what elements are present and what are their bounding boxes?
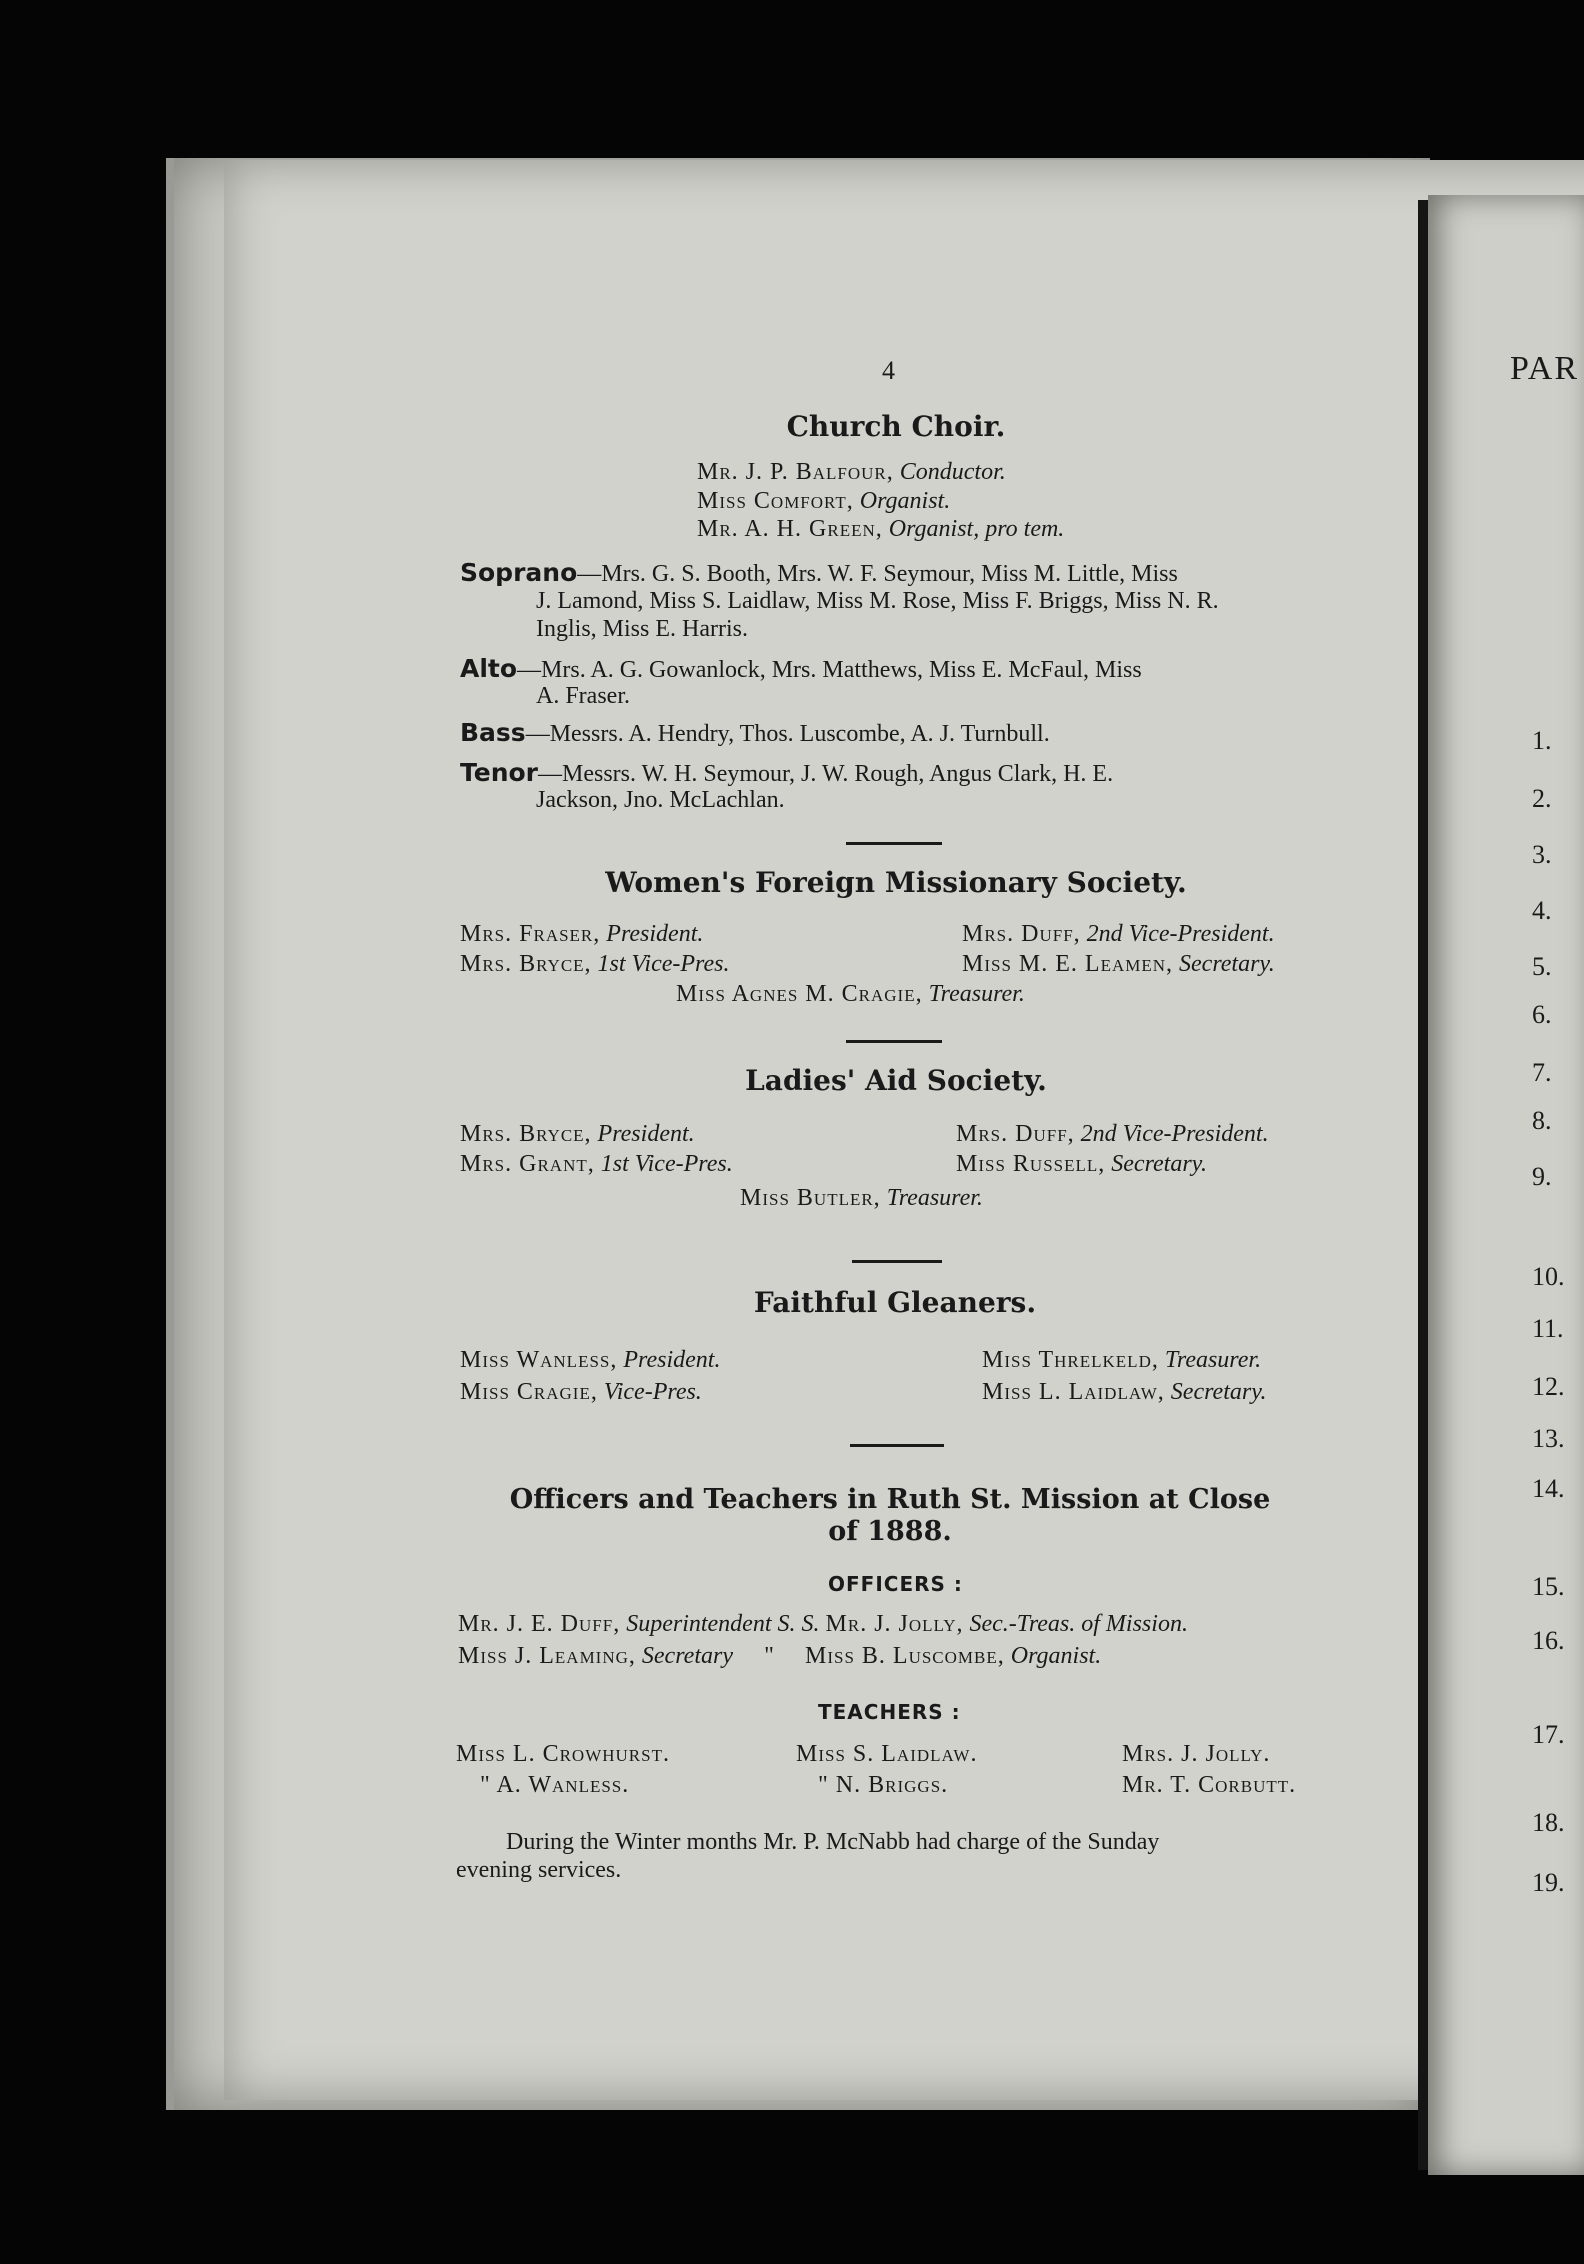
teacher-r1-c1: Miss L. Crowhurst. (456, 1741, 670, 1767)
wfms-right-1 (962, 920, 1275, 949)
ladies-aid-right-2 (956, 1150, 1207, 1179)
officer-name: Mrs. Bryce, (460, 1121, 592, 1147)
choir-leader-3 (697, 515, 1064, 544)
bass-label: Bass (460, 718, 526, 747)
wfms-title: Women's Foreign Missionary Society. (605, 866, 1187, 899)
teacher-r1-c2: Miss S. Laidlaw. (796, 1741, 978, 1767)
officer-name: Miss Threlkeld, (982, 1347, 1159, 1373)
officer-role: 2nd Vice-President. (1086, 921, 1275, 947)
tenor-line-1 (460, 758, 1113, 789)
facing-page-number: 6. (1532, 1000, 1552, 1029)
alto-line-2: A. Fraser. (536, 683, 630, 709)
section-divider (852, 1260, 942, 1263)
mission-title-line-2: of 1888. (828, 1516, 952, 1547)
officer-name: Miss Agnes M. Cragie, (676, 981, 923, 1007)
officer-name: Mr. J. Jolly, (825, 1611, 964, 1637)
officer-role: Vice-Pres. (603, 1379, 702, 1405)
closing-note-line-2: evening services. (456, 1857, 622, 1883)
leader-role: Organist. (859, 488, 951, 514)
teachers-label: TEACHERS : (818, 1700, 961, 1724)
soprano-line-2: J. Lamond, Miss S. Laidlaw, Miss M. Rose, Miss F. Briggs, Miss N. R. (536, 588, 1219, 614)
ladies-aid-left-1 (460, 1120, 695, 1149)
officer-role: Secretary. (1170, 1379, 1267, 1405)
facing-page-number: 19. (1532, 1868, 1565, 1897)
facing-page-number: 1. (1532, 726, 1552, 755)
officer-name: Mrs. Fraser, (460, 921, 601, 947)
officer-role: Superintendent S. S. (626, 1611, 820, 1637)
teacher-r1-c3: Mrs. J. Jolly. (1122, 1741, 1271, 1767)
facing-page-number: 2. (1532, 784, 1552, 813)
gleaners-right-1 (982, 1346, 1261, 1375)
facing-page-number: 16. (1532, 1626, 1565, 1655)
officer-role: Treasurer. (886, 1185, 983, 1211)
facing-page-number: 14. (1532, 1474, 1565, 1503)
leader-role: Conductor. (899, 459, 1006, 485)
officer-name: Mr. J. E. Duff, (458, 1611, 621, 1637)
gleaners-left-1 (460, 1346, 720, 1375)
leader-name: Mr. A. H. Green, (697, 516, 883, 542)
soprano-line-1 (460, 558, 1178, 589)
church-choir-title: Church Choir. (786, 410, 1006, 443)
ladies-aid-title: Ladies' Aid Society. (745, 1064, 1047, 1097)
officer-role: Sec.-Treas. of Mission. (969, 1611, 1188, 1637)
mission-officer-row-2 (458, 1642, 1101, 1671)
choir-leader-1 (697, 458, 1006, 487)
ladies-aid-center (740, 1184, 983, 1213)
alto-text: —Mrs. A. G. Gowanlock, Mrs. Matthews, Miss E. McFaul, Miss (517, 657, 1142, 683)
officer-role: 1st Vice-Pres. (597, 951, 730, 977)
officer-role: 1st Vice-Pres. (600, 1151, 733, 1177)
facing-page-number: 13. (1532, 1424, 1565, 1453)
ladies-aid-left-2 (460, 1150, 733, 1179)
facing-page-number: 8. (1532, 1106, 1552, 1135)
officer-role: Treasurer. (1164, 1347, 1262, 1373)
officer-role: 2nd Vice-President. (1080, 1121, 1269, 1147)
alto-line-1 (460, 654, 1142, 685)
wfms-right-2 (962, 950, 1275, 979)
bass-text: —Messrs. A. Hendry, Thos. Luscombe, A. J. Turnbull. (525, 721, 1050, 747)
mission-title-line-1: Officers and Teachers in Ruth St. Mission at Close (509, 1484, 1271, 1515)
facing-page-number: 4. (1532, 896, 1552, 925)
officer-name: Mrs. Duff, (962, 921, 1081, 947)
officer-name: Miss Cragie, (460, 1379, 598, 1405)
teacher-r2-c1: " A. Wanless. (480, 1772, 630, 1798)
soprano-label: Soprano (460, 558, 578, 587)
officer-role: President. (597, 1121, 695, 1147)
ditto-mark: " (764, 1643, 774, 1669)
leader-name: Miss Comfort, (697, 488, 854, 514)
soprano-text: —Mrs. G. S. Booth, Mrs. W. F. Seymour, Miss M. Little, Miss (577, 561, 1178, 587)
ladies-aid-right-1 (956, 1120, 1269, 1149)
officer-name: Miss Russell, (956, 1151, 1106, 1177)
facing-page-number: 5. (1532, 952, 1552, 981)
officer-name: Miss Butler, (740, 1185, 881, 1211)
officer-name: Miss L. Laidlaw, (982, 1379, 1165, 1405)
facing-page-heading: PAR (1510, 350, 1580, 387)
page-number: 4 (882, 356, 895, 385)
tenor-line-2: Jackson, Jno. McLachlan. (536, 787, 785, 813)
section-divider (846, 842, 942, 845)
facing-page-number: 7. (1532, 1058, 1552, 1087)
facing-page-number: 10. (1532, 1262, 1565, 1291)
facing-page-number: 18. (1532, 1808, 1565, 1837)
officer-role: Secretary. (1111, 1151, 1208, 1177)
tenor-text: —Messrs. W. H. Seymour, J. W. Rough, Angus Clark, H. E. (538, 761, 1114, 787)
teacher-r2-c2: " N. Briggs. (818, 1772, 949, 1798)
officers-label: OFFICERS : (828, 1572, 963, 1596)
gleaners-right-2 (982, 1378, 1267, 1407)
leader-role: Organist, pro tem. (888, 516, 1065, 542)
facing-page-number: 11. (1532, 1314, 1564, 1343)
facing-page-number: 17. (1532, 1720, 1565, 1749)
bass-line-1 (460, 718, 1050, 749)
page-paper (224, 160, 1584, 2100)
section-divider (846, 1040, 942, 1043)
alto-label: Alto (460, 654, 518, 683)
officer-name: Mrs. Bryce, (460, 951, 592, 977)
leader-name: Mr. J. P. Balfour, (697, 459, 894, 485)
wfms-center (676, 980, 1025, 1009)
closing-note-line-1: During the Winter months Mr. P. McNabb had charge of the Sunday (506, 1829, 1160, 1855)
officer-role: President. (606, 921, 704, 947)
mission-officer-row-1 (458, 1610, 1188, 1639)
gleaners-title: Faithful Gleaners. (753, 1286, 1037, 1319)
soprano-line-3: Inglis, Miss E. Harris. (536, 616, 748, 642)
officer-name: Miss J. Leaming, (458, 1643, 636, 1669)
facing-page-number: 12. (1532, 1372, 1565, 1401)
section-divider (850, 1444, 944, 1447)
officer-role: Treasurer. (928, 981, 1025, 1007)
facing-page-number: 3. (1532, 840, 1552, 869)
officer-role: President. (623, 1347, 721, 1373)
wfms-left-1 (460, 920, 703, 949)
officer-name: Mrs. Duff, (956, 1121, 1075, 1147)
officer-name: Miss Wanless, (460, 1347, 618, 1373)
officer-name: Miss M. E. Leamen, (962, 951, 1174, 977)
teacher-r2-c3: Mr. T. Corbutt. (1122, 1772, 1297, 1798)
facing-page-number: 15. (1532, 1572, 1565, 1601)
facing-page-number: 9. (1532, 1162, 1552, 1191)
officer-role: Secretary (641, 1643, 733, 1669)
wfms-left-2 (460, 950, 730, 979)
officer-name: Mrs. Grant, (460, 1151, 595, 1177)
officer-name: Miss B. Luscombe, (804, 1643, 1005, 1669)
tenor-label: Tenor (460, 758, 538, 787)
choir-leader-2 (697, 487, 950, 516)
gleaners-left-2 (460, 1378, 702, 1407)
officer-role: Organist. (1010, 1643, 1102, 1669)
officer-role: Secretary. (1179, 951, 1275, 977)
